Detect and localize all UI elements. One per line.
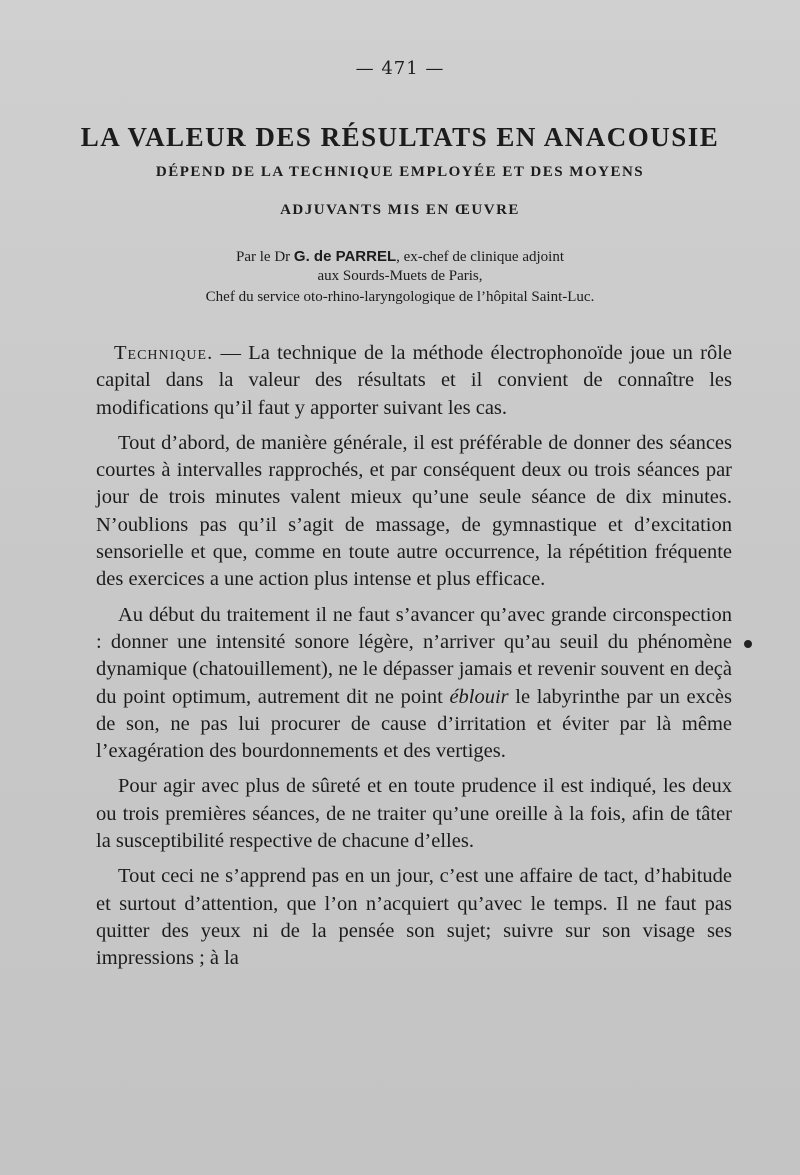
byline-line3: Chef du service oto-rhino-laryngologique de l’hôpital Saint-Luc. [205,289,595,305]
paragraph-4: Pour agir avec plus de sûreté et en toute prudence il est indiqué, les deux ou trois premières séances, de ne traiter qu’une oreille à la fois, afin de tâter la susceptibilité respective de chacune d’elles. [96,775,732,853]
paragraph-2: Tout d’abord, de manière générale, il est préférable de donner des séances courtes à intervalles rapprochés, et par conséquent deux ou trois séances par jour de trois minutes valent mieux qu’une seule séance de dix minutes. N’oublions pas qu’il s’agit de massage, de gymnastique et d’excitation sensorielle et que, comme en toute autre occurrence, la répétition fréquente des exercices a une action plus intense et plus efficace. [96,431,732,591]
paragraph-3-text-a: Au début du traitement il ne faut s’avancer qu’avec grande circonspection : donner une intensité sonore légère, n’arriver qu’au seuil du phénomène dynamique (chatouillement), ne le dépasser jamais et revenir souvent en deçà du point optimum, autrement dit ne point [96,603,732,708]
emphasis-word: éblouir [449,685,509,708]
paragraph-3-text-b: le labyrinthe par un excès de son, ne pas lui procurer de cause d’irritation et éviter par là même l’exagération des bourdonnements et des vertiges. [96,685,733,763]
byline-line1 [0,246,800,268]
article-subtitle-line1: DÉPEND DE LA TECHNIQUE EMPLOYÉE ET DES MOYENS [155,164,645,180]
author-name: G. de PARREL [293,248,397,265]
article-subtitle-line2: ADJUVANTS MIS EN ŒUVRE [280,202,520,218]
page-number: — 471 — [355,58,445,79]
article-body [96,340,732,981]
margin-ink-dot [744,640,752,648]
section-lead: Technique. [114,342,214,364]
byline-prefix: Par le Dr [236,249,294,265]
byline-role: , ex-chef de clinique adjoint [396,249,564,265]
paragraph-3 [96,602,732,766]
paragraph-5: Tout ceci ne s’apprend pas en un jour, c’est une affaire de tact, d’habitude et surtout d’attention, que l’on n’acquiert qu’avec le temps. Il ne faut pas quitter des yeux ni de la pensée son sujet; suivre sur son visage ses impressions ; à la [96,865,732,970]
paragraph-1 [96,340,732,422]
article-title: LA VALEUR DES RÉSULTATS EN ANACOUSIE [80,122,720,152]
byline-line2: aux Sourds-Muets de Paris, [317,268,483,284]
paragraph-1-text: — La technique de la méthode électrophonoïde joue un rôle capital dans la valeur des résultats et il convient de connaître les modifications qu’il faut y apporter suivant les cas. [96,342,732,419]
